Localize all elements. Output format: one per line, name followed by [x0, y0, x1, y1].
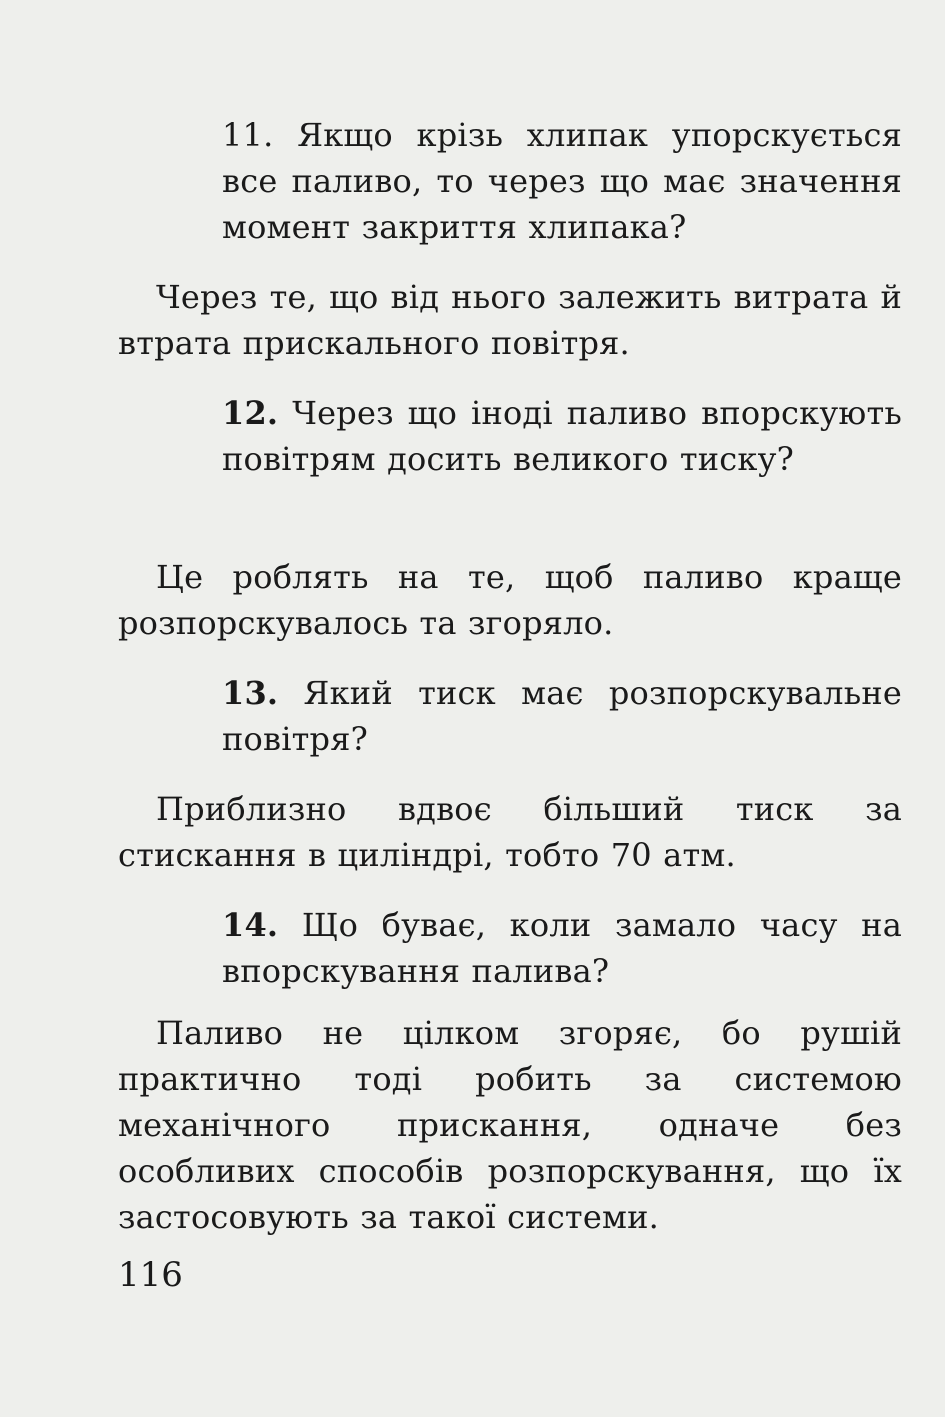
answer-text: Через те, що від нього залежить витрата й втрата прискального повітря.	[118, 278, 902, 362]
question-number: 11.	[222, 116, 274, 154]
question-12	[222, 390, 902, 482]
answer-11	[118, 274, 902, 366]
question-number: 14.	[222, 906, 279, 944]
question-text: Через що іноді паливо впорскують повітрям досить великого тиску?	[222, 394, 902, 478]
answer-13	[118, 786, 902, 878]
answer-text: Це роблять на те, щоб паливо краще розпорскувалось та згоряло.	[118, 558, 902, 642]
answer-12	[118, 554, 902, 646]
question-text: Який тиск має розпорскувальне повітря?	[222, 674, 902, 758]
page-number: 116	[118, 1255, 183, 1295]
question-number: 13.	[222, 674, 279, 712]
question-number: 12.	[222, 394, 279, 432]
answer-text: Паливо не цілком згоряє, бо рушій практично тоді робить за системою механічного прискання, одначе без особливих способів розпорскування, що їх застосовують за такої системи.	[118, 1014, 902, 1236]
question-14	[222, 902, 902, 994]
question-text: Що буває, коли замало часу на впорскування палива?	[222, 906, 902, 990]
question-11	[222, 112, 902, 250]
question-13	[222, 670, 902, 762]
question-text: Якщо крізь хлипак упорскується все паливо, то через що має значення момент закриття хлипака?	[222, 116, 903, 246]
answer-14	[118, 1010, 902, 1240]
answer-text: Приблизно вдвоє більший тиск за стискання в циліндрі, тобто 70 атм.	[118, 790, 902, 874]
